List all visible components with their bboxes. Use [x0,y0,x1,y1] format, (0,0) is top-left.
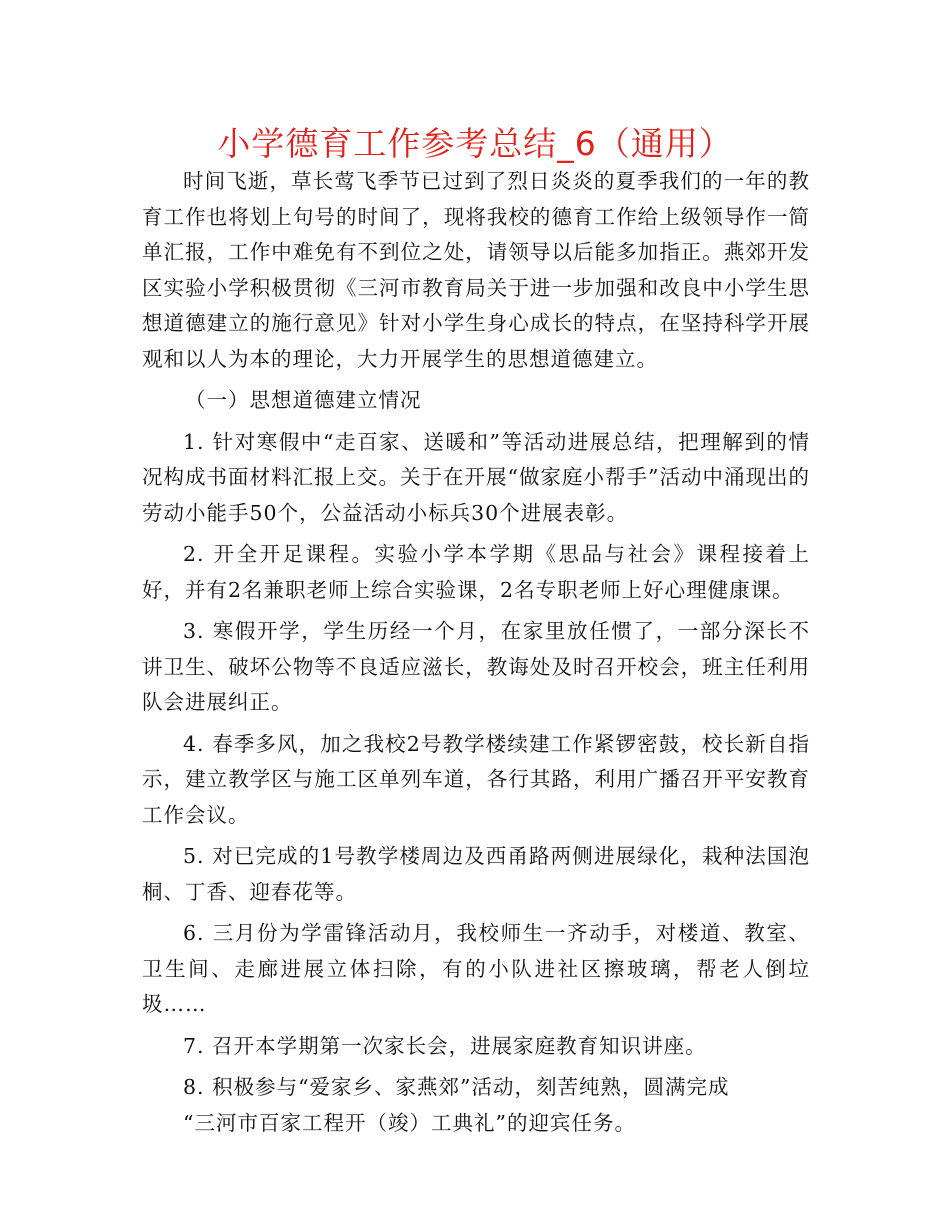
section-heading: （一）思想道德建立情况 [185,388,422,412]
list-item: 3. 寒假开学，学生历经一个月，在家里放任惯了，一部分深长不讲卫生、破坏公物等不良适应滋长，教诲处及时召开校会，班主任利用队会进展纠正。 [142,619,810,714]
list-item-continuation: “三河市百家工程开（竣）工典礼”的迎宾任务。 [183,1110,636,1135]
list-item: 7. 召开本学期第一次家长会，进展家庭教育知识讲座。 [183,1033,707,1058]
list-item: 6. 三月份为学雷锋活动月，我校师生一齐动手，对楼道、教室、卫生间、走廊进展立体扫除，有的小队进社区擦玻璃，帮老人倒垃圾…… [142,921,810,1016]
list-item: 5. 对已完成的1号教学楼周边及西甬路两侧进展绿化，栽种法国泡桐、丁香、迎春花等。 [142,844,810,904]
document-body [142,164,810,1141]
intro-paragraph: 时间飞逝，草长莺飞季节已过到了烈日炎炎的夏季我们的一年的教育工作也将划上句号的时间了，现将我校的德育工作给上级领导作一简单汇报，工作中难免有不到位之处，请领导以后能多加指正。燕郊开发区实验小学积极贯彻《三河市教育局关于进一步加强和改良中小学生思想道德建立的施行意见》针对小学生身心成长的特点，在坚持科学开展观和以人为本的理论，大力开展学生的思想道德建立。 [142,169,810,371]
list-item: 8. 积极参与“爱家乡、家燕郊”活动，刻苦纯熟，圆满完成 [183,1075,730,1099]
list-item: 2. 开全开足课程。实验小学本学期《思品与社会》课程接着上好，并有2名兼职老师上综合实验课，2名专职老师上好心理健康课。 [142,542,810,602]
document-title: 小学德育工作参考总结_6（通用） [217,124,733,163]
list-item: 4. 春季多风，加之我校2号教学楼续建工作紧锣密鼓，校长新自指示，建立教学区与施工区单列车道，各行其路，利用广播召开平安教育工作会议。 [142,731,810,827]
list-item: 1. 针对寒假中“走百家、送暖和”等活动进展总结，把理解到的情况构成书面材料汇报上交。关于在开展“做家庭小帮手”活动中涌现出的劳动小能手50个，公益活动小标兵30个进展表彰。 [142,429,810,525]
